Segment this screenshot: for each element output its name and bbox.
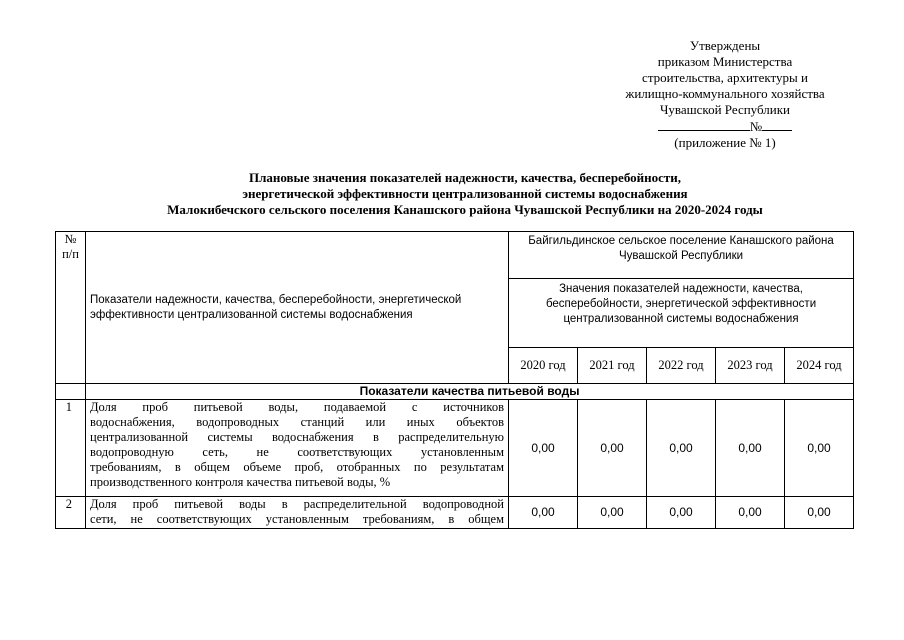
header-values (509, 279, 854, 348)
header-settlement (509, 232, 854, 279)
approval-line: жилищно-коммунального хозяйства (625, 86, 825, 101)
header-num (56, 232, 86, 384)
row-1-line: водоснабжения, водопроводных станций или иных объектов (90, 415, 504, 429)
title-line-3: Малокибечского сельского поселения Канашского района Чувашской Республики на 2020-2024 годы (167, 202, 763, 217)
approval-line: Чувашской Республики (659, 102, 791, 117)
row-1-value-2020: 0,00 (509, 400, 578, 497)
row-1-line: производственного контроля качества питьевой воды, % (90, 475, 391, 489)
row-1-line: централизованной системы водоснабжения в распределительную (90, 430, 504, 444)
indicators-table (55, 231, 854, 529)
title-line-2: энергетической эффективности централизованной системы водоснабжения (242, 186, 688, 201)
section-title: Показатели качества питьевой воды (86, 384, 854, 400)
approval-line: Утверждены (689, 38, 761, 53)
row-1-value-2021: 0,00 (578, 400, 647, 497)
year-2021: 2021 год (578, 348, 647, 384)
row-2-num: 2 (56, 497, 86, 529)
row-1-num: 1 (56, 400, 86, 497)
row-1-value-2022: 0,00 (647, 400, 716, 497)
row-1-line: водопроводную сеть, не соответствующих установленным (90, 445, 504, 459)
row-1-line: Доля проб питьевой воды, подаваемой с источников (90, 400, 504, 414)
header-indicator-text: Показатели надежности, качества, бесперебойности, энергетической эффективности централизованной системы водоснабжения (90, 293, 462, 321)
number-sign: № (749, 119, 763, 134)
title-line-1: Плановые значения показателей надежности, качества, бесперебойности, (248, 170, 682, 185)
row-2-value-2021: 0,00 (578, 497, 647, 529)
row-2-value-2023: 0,00 (716, 497, 785, 529)
row-1-value-2024: 0,00 (785, 400, 854, 497)
row-2-value-2024: 0,00 (785, 497, 854, 529)
row-1-value-2023: 0,00 (716, 400, 785, 497)
row-2-value-2022: 0,00 (647, 497, 716, 529)
date-blank (658, 118, 750, 131)
row-1-indicator (86, 400, 509, 497)
approval-line: приказом Министерства (657, 54, 793, 69)
header-num-text: № п/п (62, 232, 79, 261)
row-2-line: Доля проб питьевой воды в распределительной водопроводной (90, 497, 504, 511)
year-2020: 2020 год (509, 348, 578, 384)
document-title (60, 170, 870, 218)
row-2-value-2020: 0,00 (509, 497, 578, 529)
year-2024: 2024 год (785, 348, 854, 384)
header-indicator (86, 232, 509, 384)
row-2-line: сети, не соответствующих установленным требованиям, в общем (90, 512, 504, 526)
section-num-empty (56, 384, 86, 400)
number-blank (762, 118, 792, 131)
header-values-text: Значения показателей надежности, качества, бесперебойности, энергетической эффективности централизованной системы водоснабжения (545, 283, 817, 325)
signature-line (600, 118, 850, 135)
approval-block (600, 38, 850, 151)
year-2023: 2023 год (716, 348, 785, 384)
header-settlement-text: Байгильдинское сельское поселение Канашского района Чувашской Республики (528, 235, 834, 262)
approval-line: строительства, архитектуры и (642, 70, 808, 85)
row-2-indicator (86, 497, 509, 529)
appendix-label: (приложение № 1) (674, 135, 776, 150)
row-1-line: требованиям, в общем объеме проб, отобранных по результатам (90, 460, 504, 474)
year-2022: 2022 год (647, 348, 716, 384)
